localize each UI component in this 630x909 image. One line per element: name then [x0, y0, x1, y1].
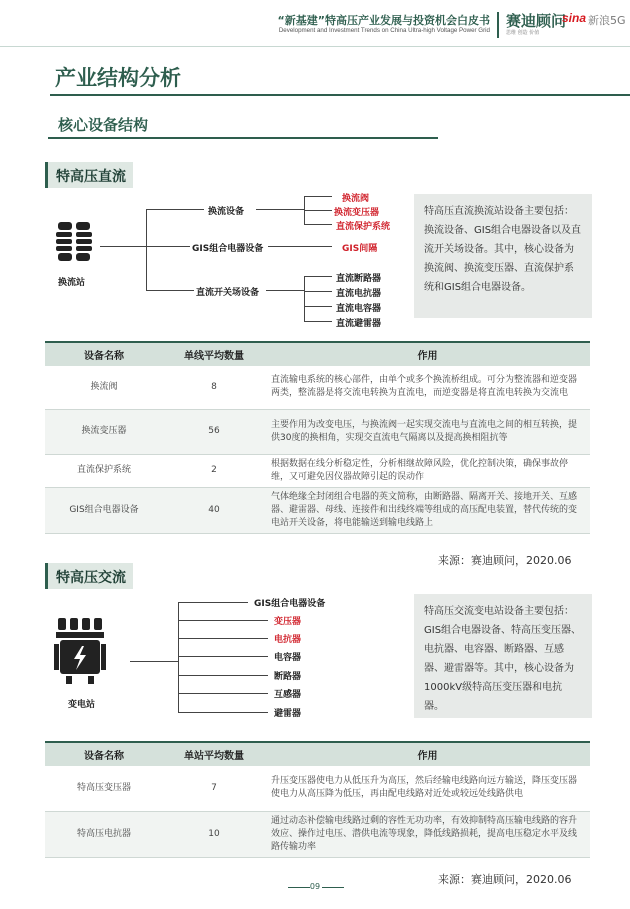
- table-header-row: [45, 342, 590, 366]
- ac-line-6: [178, 693, 268, 694]
- cell-name: 特高压电抗器: [45, 811, 163, 857]
- table-row: [45, 766, 590, 811]
- col-header-function: 作用: [265, 742, 590, 766]
- dc-station-label: 换流站: [58, 278, 86, 288]
- ac-tree-stem: [130, 661, 178, 662]
- dc-item-breaker: 直流断路器: [336, 274, 382, 284]
- dc-sub3-line-a: [304, 276, 332, 277]
- ac-item-gis: GIS组合电器设备: [254, 599, 326, 609]
- cell-qty: 40: [163, 487, 265, 533]
- col-header-qty: 单站平均数量: [163, 742, 265, 766]
- dc-sub3-line-b: [304, 291, 332, 292]
- ac-item-instrument-transformer: 互感器: [274, 690, 302, 700]
- dc-item-capacitor: 直流电容器: [336, 304, 382, 314]
- ac-line-2: [178, 620, 268, 621]
- dc-equipment-table: [45, 341, 590, 534]
- table-row: [45, 487, 590, 533]
- dc-item-converter-transformer: 换流变压器: [334, 208, 380, 218]
- dc-branch-2-line: [146, 246, 190, 247]
- dc-branch-gis: GIS组合电器设备: [192, 244, 264, 254]
- table-row: [45, 366, 590, 409]
- ac-item-breaker: 断路器: [274, 672, 302, 682]
- ac-item-transformer: 变压器: [274, 617, 302, 627]
- dc-tree-trunk: [146, 209, 147, 291]
- ac-line-5: [178, 675, 268, 676]
- ccid-logo-tagline: 思维 创造 价值: [506, 30, 540, 36]
- dc-item-arrester: 直流避雷器: [336, 319, 382, 329]
- table-row: [45, 811, 590, 857]
- dc-sub3-line-d: [304, 321, 332, 322]
- page-title: 产业结构分析: [55, 66, 181, 90]
- ac-equipment-table: [45, 741, 590, 858]
- cell-qty: 10: [163, 811, 265, 857]
- table-row: [45, 409, 590, 454]
- cell-desc: 气体绝缘全封闭组合电器的英文简称，由断路器、隔离开关、接地开关、互感器、避雷器、母线、连接件和出线终端等组成的高压配电装置，替代传统的变电站开关设备，将电能输送到输电线路上: [265, 487, 590, 533]
- cell-desc: 升压变压器使电力从低压升为高压，然后经输电线路向远方输送，降压变压器使电力从高压降为低压，再由配电线路对近处或较远处线路供电: [265, 766, 590, 811]
- cell-desc: 主要作用为改变电压，与换流阀一起实现交流电与直流电之间的相互转换，提供30度的换相角，实现交直流电气隔离以及提高换相阻抗等: [265, 409, 590, 454]
- footer-line-right: [322, 887, 344, 888]
- dc-sub1-stem: [256, 209, 304, 210]
- dc-tree-stem: [100, 246, 146, 247]
- dc-sub2-line: [268, 246, 332, 247]
- ac-tree-trunk: [178, 602, 179, 712]
- dc-item-gis-bay: GIS间隔: [342, 244, 378, 254]
- dc-heading: 特高压直流: [45, 162, 133, 188]
- ac-line-3: [178, 638, 268, 639]
- section-title: 核心设备结构: [58, 116, 149, 134]
- ac-source-note: 来源：赛迪顾问，2020.06: [438, 873, 572, 886]
- dc-sub1-line-a: [304, 196, 332, 197]
- cell-qty: 8: [163, 366, 265, 409]
- dc-info-box: 特高压直流换流站设备主要包括：换流设备、GIS组合电器设备以及直流开关场设备。其中，核心设备为换流阀、换流变压器、直流保护系统和GIS组合电器设备。: [414, 194, 592, 318]
- ccid-logo: 赛迪顾问: [506, 12, 567, 30]
- dc-sub1-line-b: [304, 210, 332, 211]
- dc-sub3-trunk: [304, 276, 305, 322]
- dc-item-converter-valve: 换流阀: [342, 194, 370, 204]
- table-header-row: [45, 742, 590, 766]
- cell-name: 直流保护系统: [45, 454, 163, 487]
- cell-desc: 直流输电系统的核心部件，由单个或多个换流桥组成。可分为整流器和逆变器两类，整流器是将交流电转换为直流电，而逆变器是将直流电转换为交流电: [265, 366, 590, 409]
- col-header-qty: 单线平均数量: [163, 342, 265, 366]
- dc-branch-1-line: [146, 209, 204, 210]
- converter-station-icon: [52, 220, 96, 266]
- ac-line-1: [178, 602, 248, 603]
- title-rule: [50, 94, 630, 96]
- dc-sub3-line-c: [304, 306, 332, 307]
- sina-logo: sina: [562, 11, 587, 25]
- dc-item-reactor: 直流电抗器: [336, 289, 382, 299]
- cell-qty: 7: [163, 766, 265, 811]
- dc-branch-converter: 换流设备: [208, 207, 245, 217]
- page-number: 09: [309, 882, 321, 891]
- ac-info-box: 特高压交流变电站设备主要包括：GIS组合电器设备、特高压变压器、电抗器、电容器、断路器、互感器、避雷器等。其中，核心设备为1000kV级特高压变压器和电抗器。: [414, 594, 592, 718]
- header-divider: [497, 12, 499, 38]
- dc-branch-switchyard: 直流开关场设备: [196, 288, 260, 298]
- header-title: “新基建”特高压产业发展与投资机会白皮书: [277, 14, 490, 27]
- sina-5g-label: 新浪5G: [588, 14, 626, 27]
- dc-branch-3-line: [146, 290, 194, 291]
- cell-name: 换流阀: [45, 366, 163, 409]
- header-subtitle: Development and Investment Trends on China Ultra-high Voltage Power Grid: [278, 27, 490, 34]
- cell-qty: 56: [163, 409, 265, 454]
- col-header-function: 作用: [265, 342, 590, 366]
- ac-line-4: [178, 656, 268, 657]
- ac-item-reactor: 电抗器: [274, 635, 302, 645]
- cell-name: GIS组合电器设备: [45, 487, 163, 533]
- section-rule: [48, 137, 438, 139]
- cell-name: 换流变压器: [45, 409, 163, 454]
- ac-item-capacitor: 电容器: [274, 653, 302, 663]
- table-row: [45, 454, 590, 487]
- dc-item-dc-protection: 直流保护系统: [336, 222, 391, 232]
- cell-desc: 根据数据在线分析稳定性，分析相继故障风险，优化控制决策，确保事故停维，又可避免因仪器故障引起的误动作: [265, 454, 590, 487]
- ac-heading: 特高压交流: [45, 563, 133, 589]
- cell-qty: 2: [163, 454, 265, 487]
- cell-desc: 通过动态补偿输电线路过剩的容性无功功率，有效抑制特高压输电线路的容升效应、操作过电压、潜供电流等现象，降低线路损耗，提高电压稳定水平及线路传输功率: [265, 811, 590, 857]
- ac-item-arrester: 避雷器: [274, 709, 302, 719]
- cell-name: 特高压变压器: [45, 766, 163, 811]
- col-header-name: 设备名称: [45, 742, 163, 766]
- dc-sub3-stem: [266, 290, 304, 291]
- col-header-name: 设备名称: [45, 342, 163, 366]
- dc-source-note: 来源：赛迪顾问，2020.06: [438, 554, 572, 567]
- dc-sub1-line-c: [304, 224, 332, 225]
- ac-line-7: [178, 712, 268, 713]
- substation-icon: [54, 618, 108, 684]
- header-rule: [0, 46, 630, 47]
- ac-station-label: 变电站: [68, 700, 96, 710]
